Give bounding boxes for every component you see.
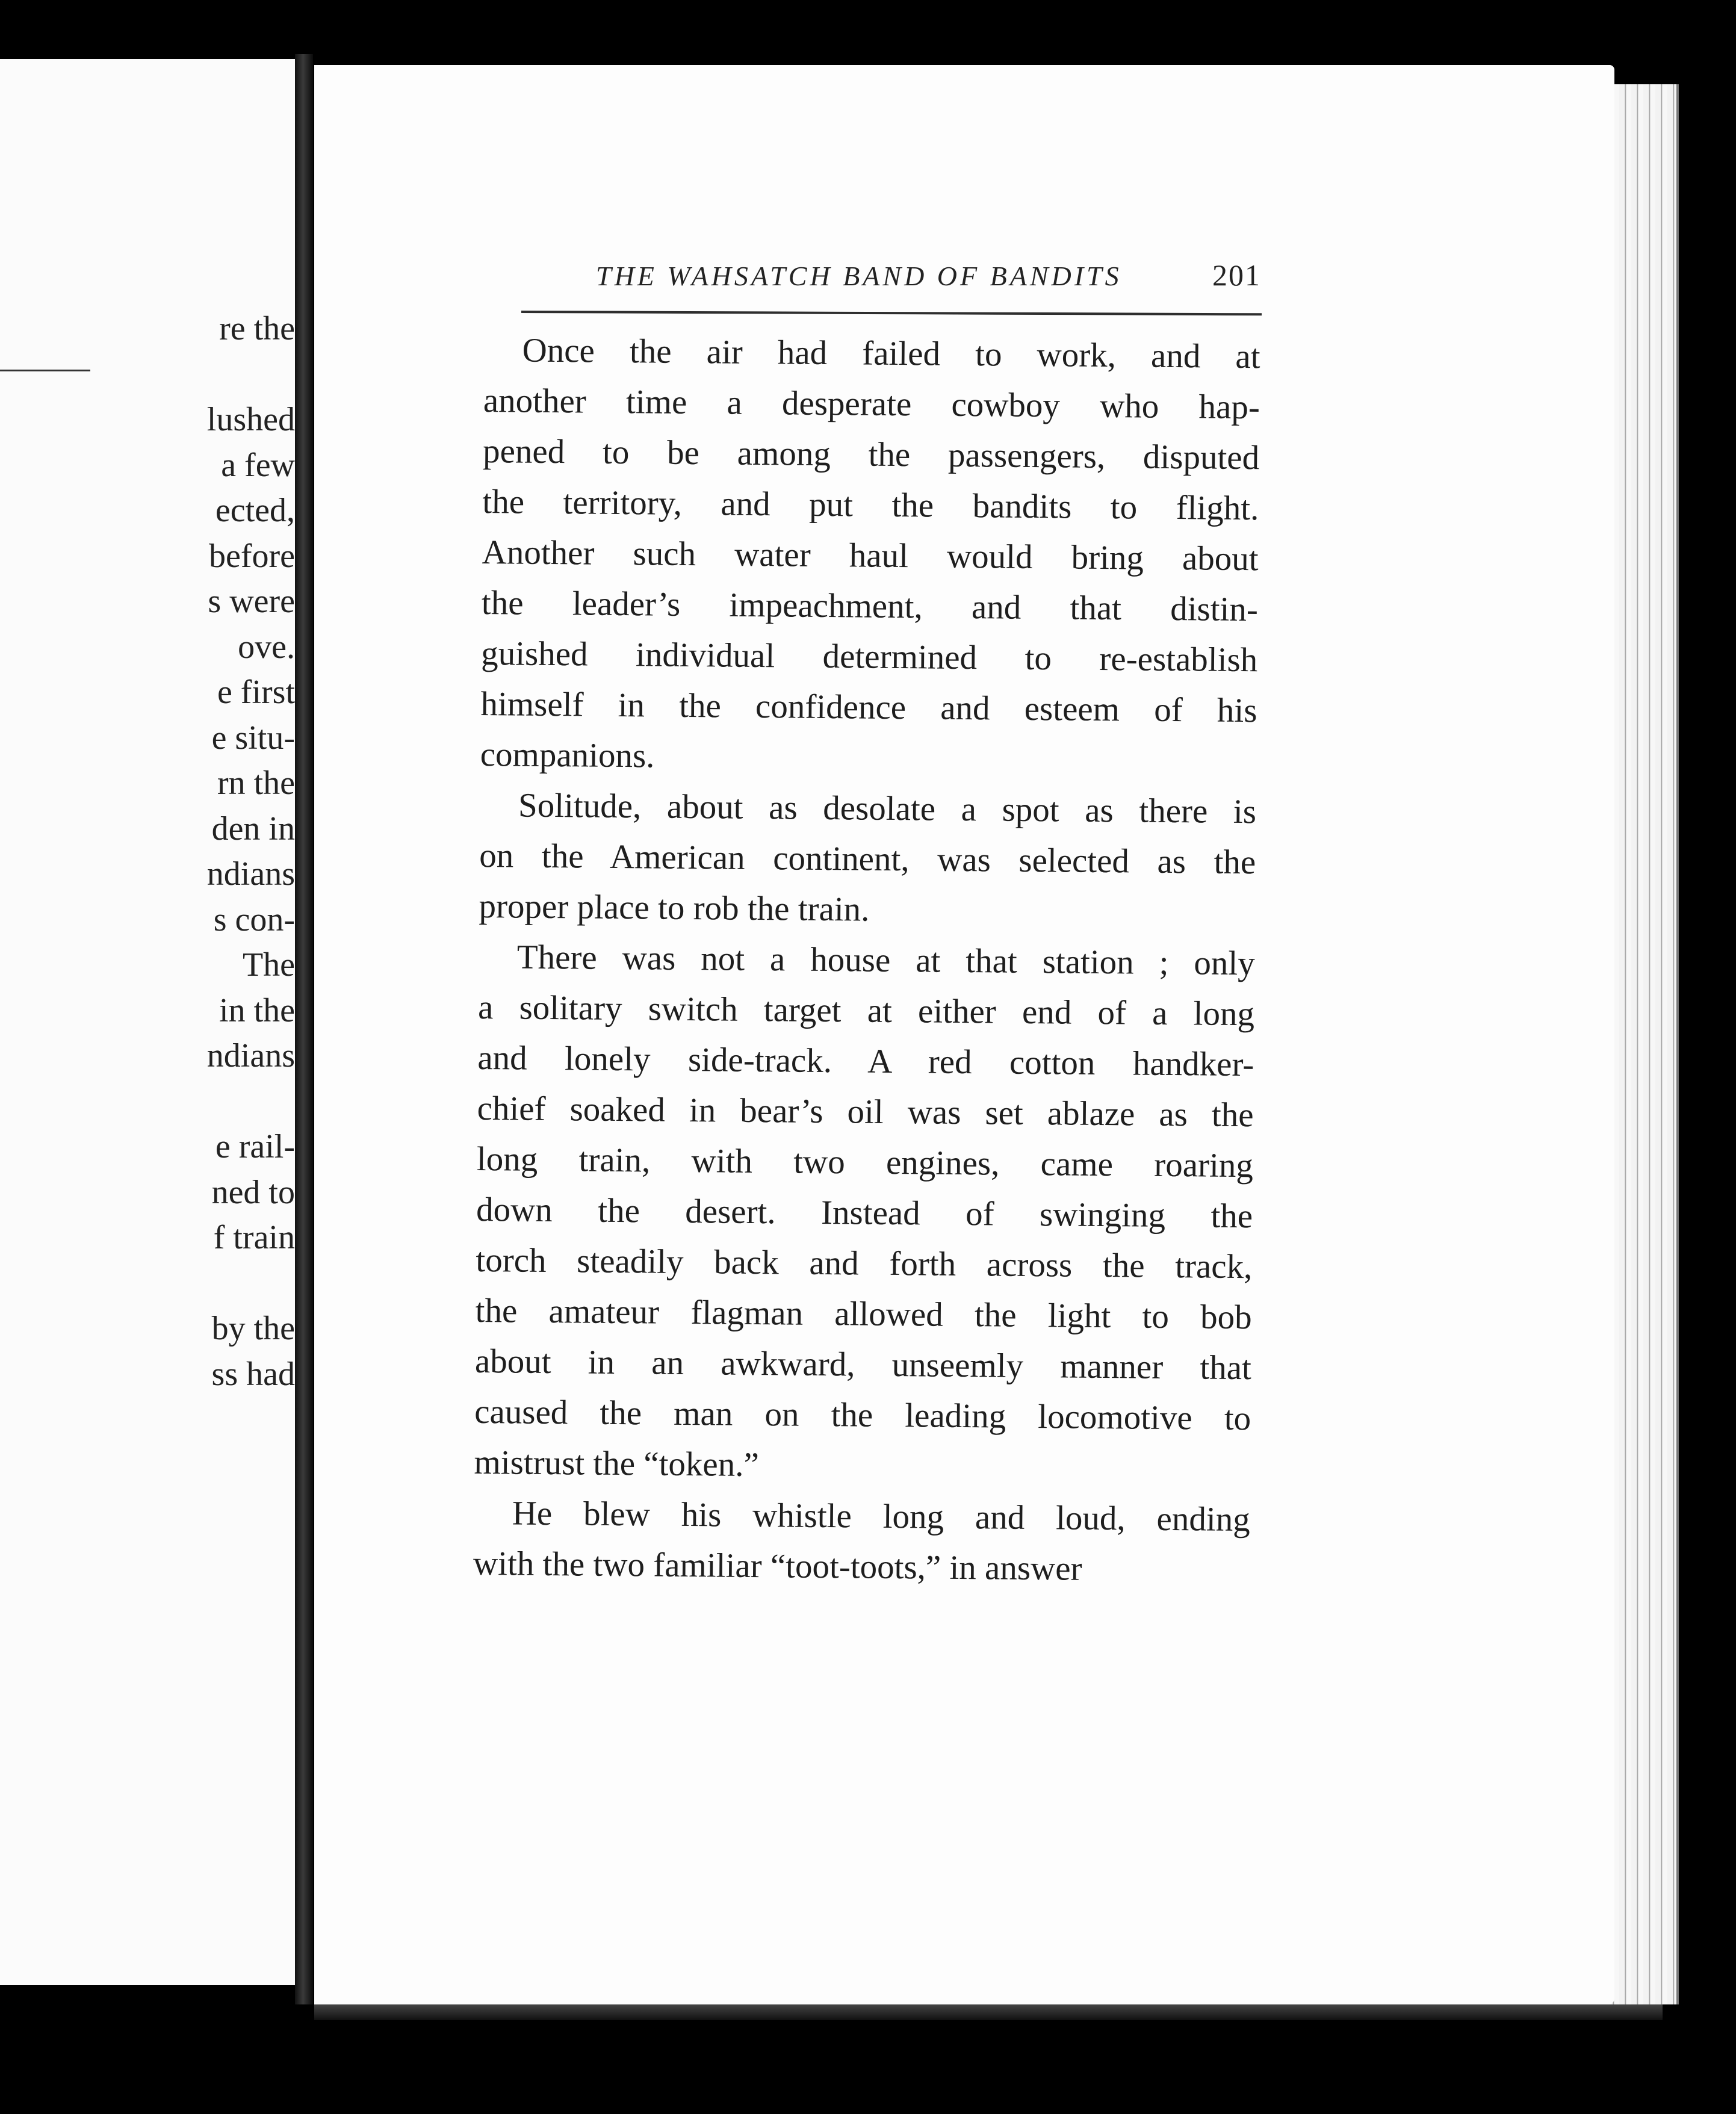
left-page-line: in the [219,991,295,1029]
text-line: himself in the confidence and esteem of his [480,684,1257,730]
body-text [473,325,1260,1596]
text-line: the territory, and put the bandits to flight. [482,482,1259,528]
left-page-line: before [208,537,295,575]
left-page-rule [0,370,90,371]
paragraph [473,1488,1250,1596]
text-line: another time a desperate cowboy who hap- [483,381,1260,427]
text-line: Solitude, about as desolate a spot as there is [518,786,1257,831]
left-page-line: by the [211,1310,295,1347]
left-page-line: ned to [211,1173,295,1211]
text-line: a solitary switch target at either end of a long [477,988,1255,1034]
text-line: and lonely side-track. A red cotton handker- [477,1038,1254,1084]
left-page-line: The [242,946,295,984]
left-page-line: ected, [215,492,295,529]
left-page-line: re the [219,310,295,347]
text-line: proper place to rob the train. [479,887,870,929]
text-line: Once the air had failed to work, and at [522,331,1260,376]
text-line: There was not a house at that station ; only [516,938,1256,983]
paragraph [474,932,1255,1495]
left-page-line: e rail- [215,1128,295,1165]
left-page-line: a few [221,446,295,484]
text-line: companions. [480,735,655,775]
left-page-line: ove. [238,628,295,666]
text-line: chief soaked in bear’s oil was set ablaze as the [477,1089,1254,1135]
text-line: the amateur flagman allowed the light to bob [475,1291,1252,1337]
page-number: 201 [1212,258,1261,292]
book-gutter [295,54,313,2004]
text-line: pened to be among the passengers, disputed [482,432,1260,477]
text-line: mistrust the “token.” [474,1443,760,1484]
book-bottom-edge [314,2004,1663,2020]
running-head [596,258,1261,293]
text-line: long train, with two engines, came roaring [476,1139,1254,1185]
text-line: He blew his whistle long and loud, ending [512,1494,1251,1539]
text-line: torch steadily back and forth across the track, [476,1241,1253,1286]
left-page [0,59,295,1985]
paragraph [479,780,1256,938]
text-line: guished individual determined to re-establish [480,634,1258,680]
text-line: Another such water haul would bring about [482,533,1259,578]
left-page-line: ndians [206,1037,295,1074]
text-line: caused the man on the leading locomotive to [474,1392,1251,1438]
left-page-line: e situ- [211,719,295,757]
left-page-line: f train [213,1219,295,1256]
running-head-title: THE WAHSATCH BAND OF BANDITS [596,261,1122,291]
left-page-line: lushed [206,401,295,438]
left-page-line: ss had [211,1355,295,1393]
left-page-line: s were [208,583,295,620]
text-line: on the American continent, was selected as the [479,836,1256,882]
text-line: with the two familiar “toot-toots,” in answer [473,1544,1082,1588]
paragraph [480,325,1260,787]
text-line: about in an awkward, unseemly manner that [474,1342,1252,1387]
left-page-line: rn the [217,764,295,802]
left-page-line: e first [217,674,295,711]
left-page-line: ndians [206,855,295,893]
left-page-line: s con- [213,900,295,938]
left-page-line: den in [211,810,295,848]
text-line: the leader’s impeachment, and that distin- [481,583,1259,629]
text-line: down the desert. Instead of swinging the [476,1190,1253,1236]
